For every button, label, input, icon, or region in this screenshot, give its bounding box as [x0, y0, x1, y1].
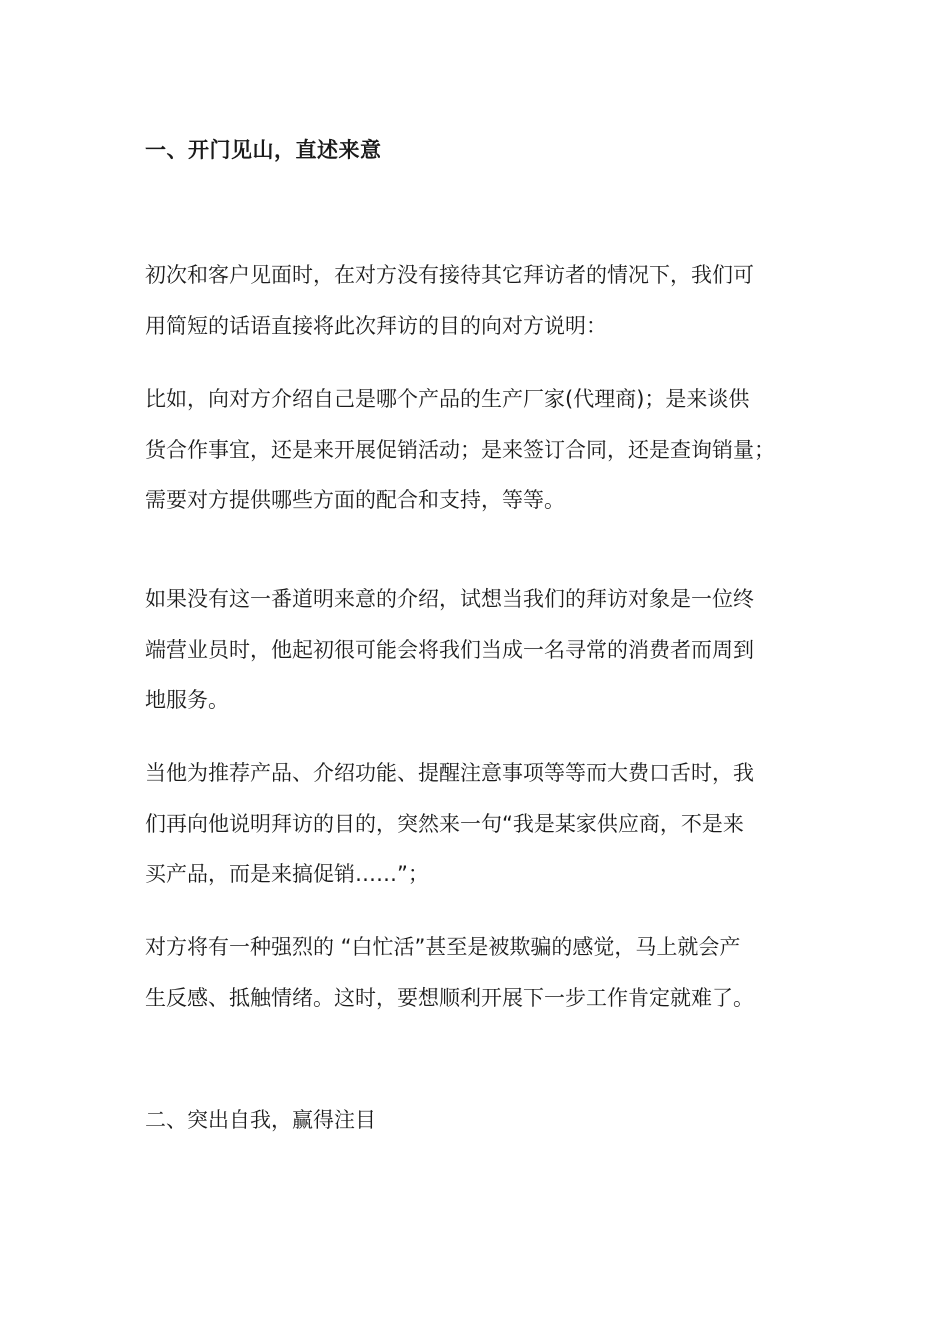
paragraph-3 — [145, 574, 805, 726]
paragraph-line: 货合作事宜，还是来开展促销活动；是来签订合同，还是查询销量； — [145, 437, 775, 462]
paragraph-line: 生反感、抵触情绪。这时，要想顺利开展下一步工作肯定就难了。 — [145, 985, 754, 1010]
paragraph-1 — [145, 250, 805, 351]
paragraph-line: 需要对方提供哪些方面的配合和支持，等等。 — [145, 488, 565, 512]
paragraph-line: 地服务。 — [145, 688, 229, 712]
section-heading-1: 一、开门见山，直述来意 — [145, 138, 382, 162]
paragraph-line: 用简短的话语直接将此次拜访的目的向对方说明： — [145, 313, 607, 338]
paragraph-line: 对方将有一种强烈的 “白忙活”甚至是被欺骗的感觉，马上就会产 — [145, 935, 741, 959]
paragraph-line: 买产品，而是来搞促销……”； — [145, 862, 429, 886]
paragraph-line: 比如，向对方介绍自己是哪个产品的生产厂家(代理商)；是来谈供 — [145, 387, 750, 411]
paragraph-line: 初次和客户见面时，在对方没有接待其它拜访者的情况下，我们可 — [145, 263, 754, 287]
paragraph-5 — [145, 922, 805, 1023]
paragraph-line: 当他为推荐产品、介绍功能、提醒注意事项等等而大费口舌时，我 — [145, 761, 754, 785]
paragraph-line: 端营业员时，他起初很可能会将我们当成一名寻常的消费者而周到 — [145, 637, 754, 662]
section-heading-2: 二、突出自我，赢得注目 — [145, 1108, 376, 1132]
paragraph-4 — [145, 748, 805, 900]
paragraph-line: 如果没有这一番道明来意的介绍，试想当我们的拜访对象是一位终 — [145, 587, 754, 611]
paragraph-2 — [145, 374, 805, 526]
paragraph-line: 们再向他说明拜访的目的，突然来一句“我是某家供应商，不是来 — [145, 811, 744, 836]
